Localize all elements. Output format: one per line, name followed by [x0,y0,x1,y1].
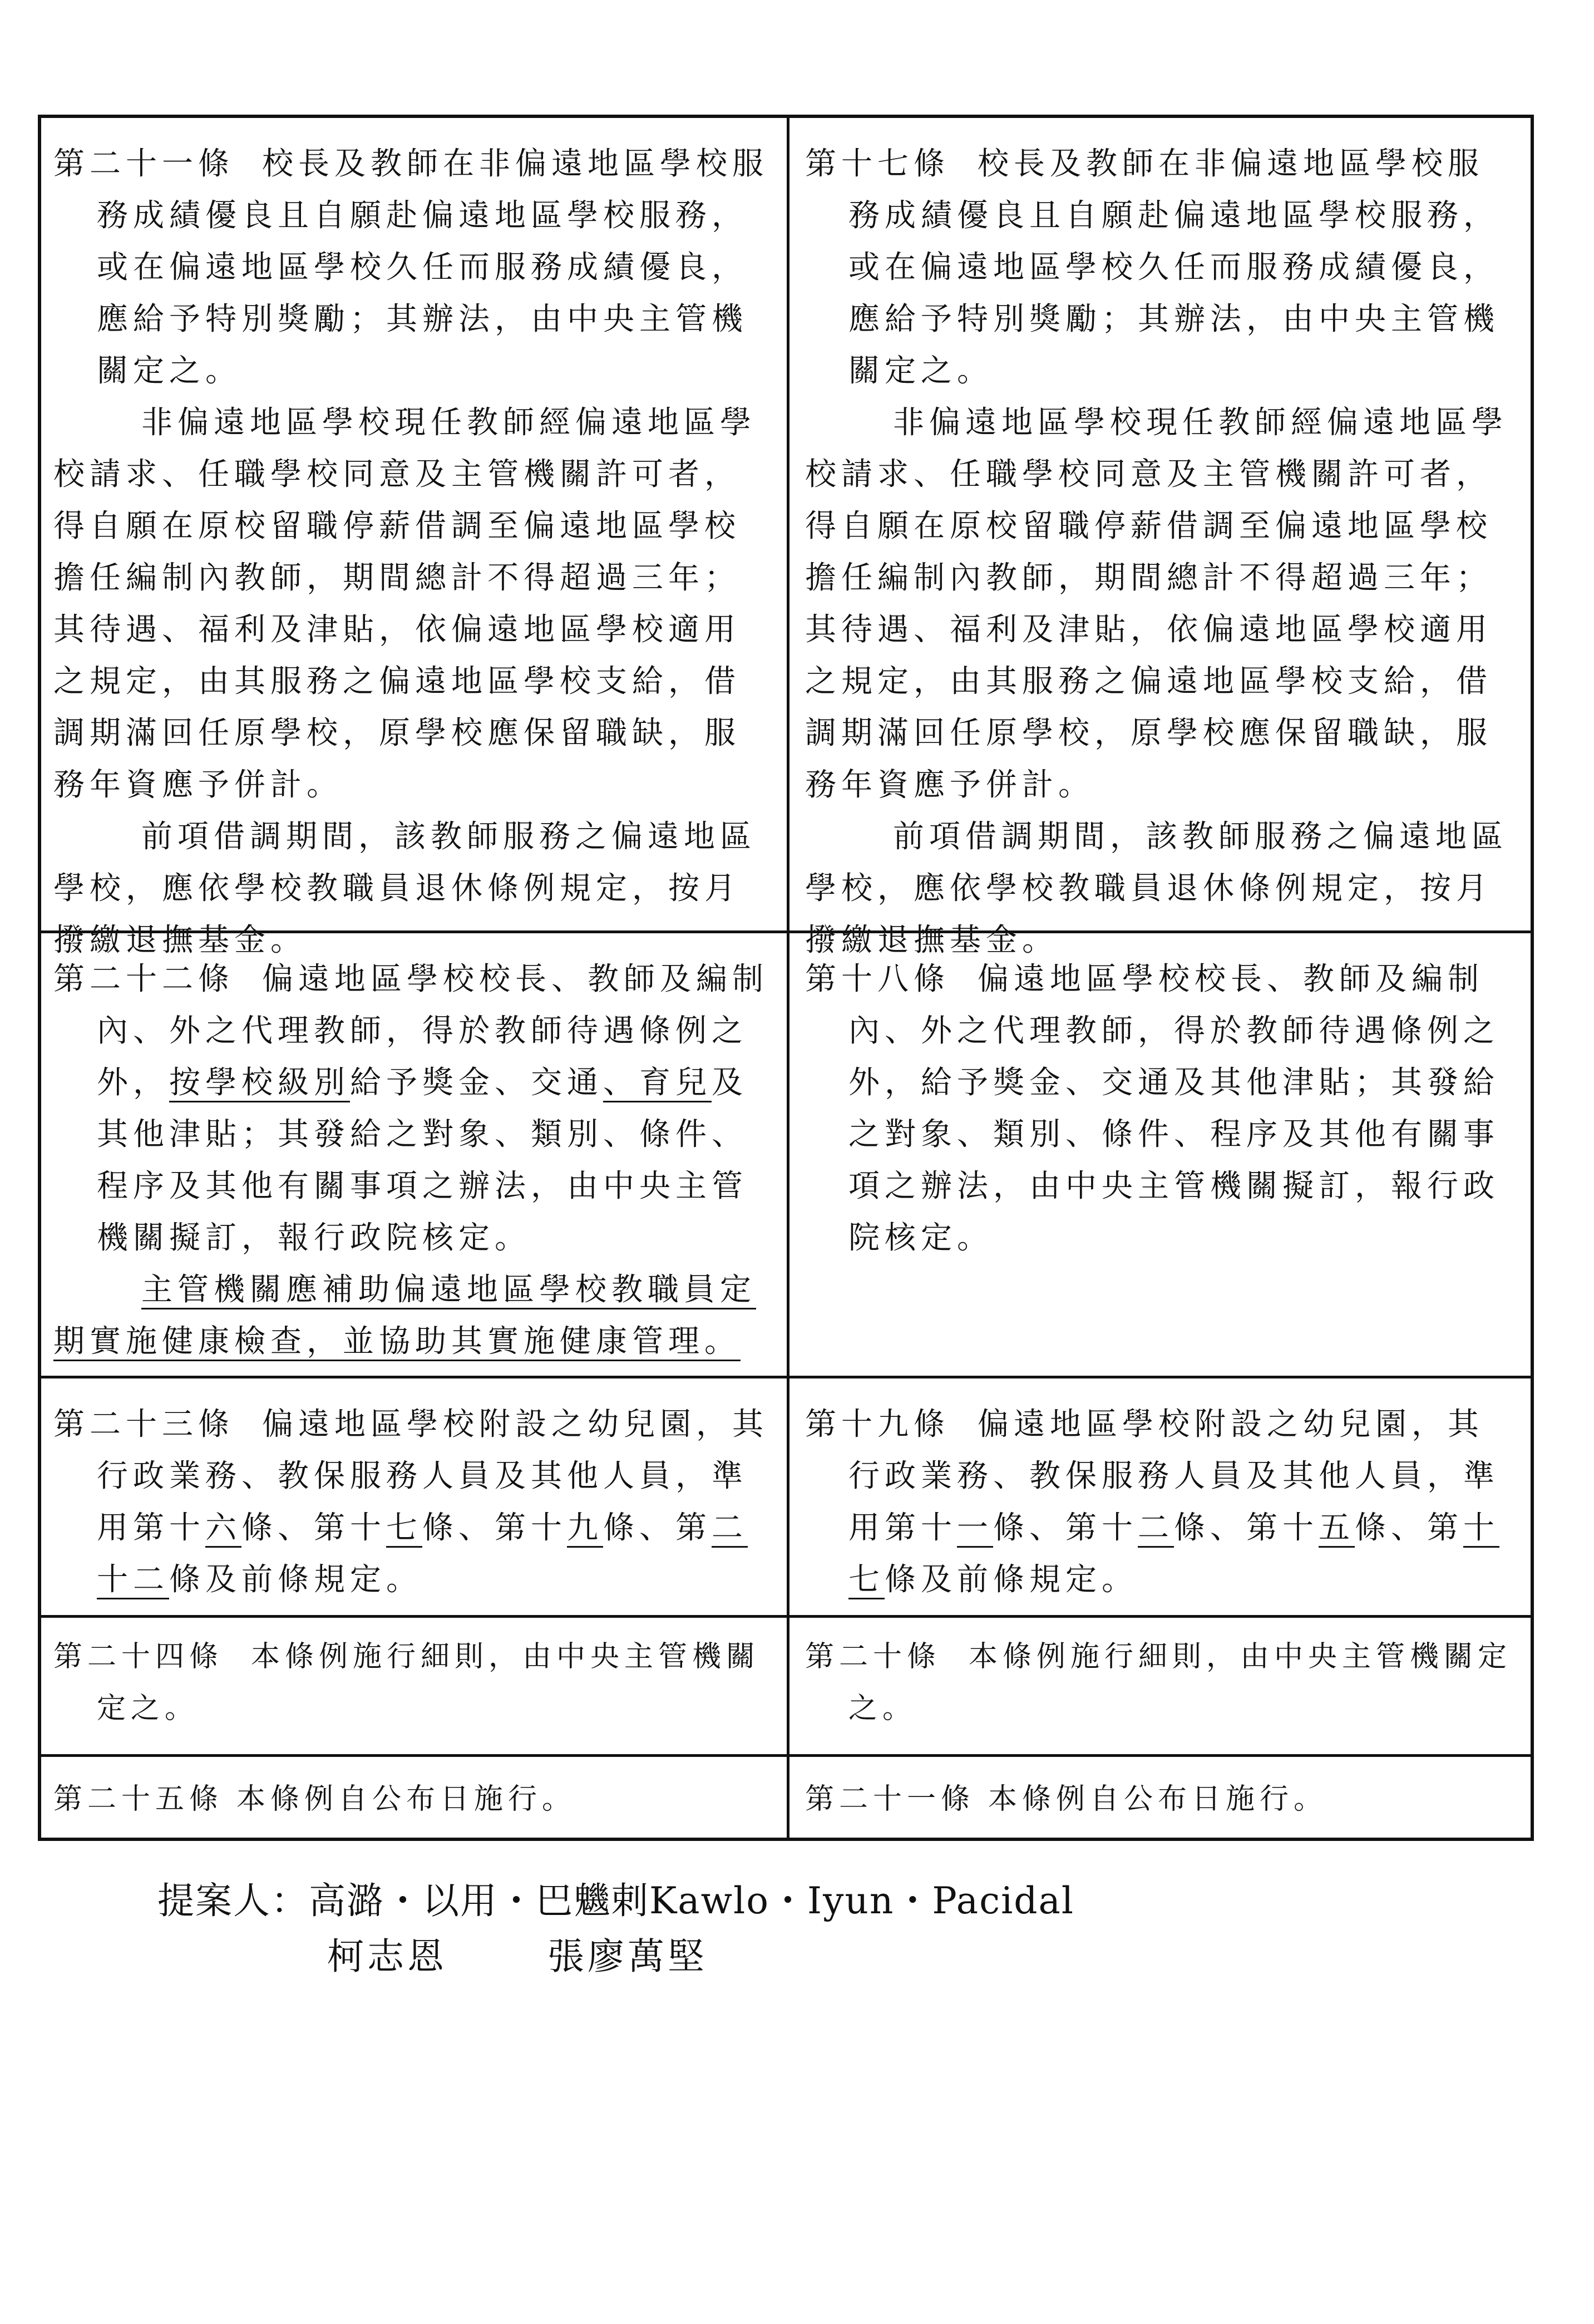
article-text [805,1774,1518,1825]
proposers-label: 提案人： [157,1879,309,1922]
current-article-cell [789,1757,1531,1838]
table-row [41,118,1531,958]
article-number: 第十九條 [805,1406,950,1442]
amendment-underline: 六 [205,1510,241,1546]
paragraph: 本條例施行細則，由中央主管機關定之。 [848,1640,1512,1725]
amendment-underline: 七 [386,1510,422,1546]
table-row [41,1376,1531,1615]
current-article-cell [789,1378,1531,1615]
article-number: 第十八條 [805,961,950,997]
paragraph: 本條例自公布日施行。 [988,1783,1328,1816]
paragraph: 非偏遠地區學校現任教師經偏遠地區學校請求、任職學校同意及主管機關許可者，得自願在原校留職停薪借調至偏遠地區學校擔任編制內教師，期間總計不得超過三年；其待遇、福利及津貼，依偏遠地區學校適用之規定，由其服務之偏遠地區學校支給，借調期滿回任原學校，原學校應保留職缺，服務年資應予併計。 [805,405,1508,803]
amended-article-cell [41,118,789,958]
article-number: 第二十一條 [805,1783,975,1816]
paragraph: 前項借調期間，該教師服務之偏遠地區學校，應依學校教職員退休條例規定，按月撥繳退撫基金。 [805,819,1508,958]
amended-article-cell [41,1378,789,1615]
amendment-underline: 二十二 [97,1510,748,1598]
current-article-cell [789,118,1531,958]
paragraph: 偏遠地區學校校長、教師及編制內、外之代理教師，得於教師待遇條例之外，給予獎金、交通及其他津貼；其發給之對象、類別、條件、程序及其他有關事項之辦法，由中央主管機關擬訂，報行政院核定。 [848,961,1499,1256]
article-text [805,1631,1518,1735]
amended-article-cell [41,933,789,1376]
amendment-underline: 九 [567,1510,603,1546]
article-number: 第二十條 [805,1640,941,1673]
table-row [41,930,1531,1376]
amended-article-cell [41,1757,789,1838]
amendment-underline: 二 [1138,1510,1174,1546]
article-text [53,138,774,966]
paragraph: 本條例自公布日施行。 [236,1783,576,1816]
proposers-line-2 [327,1927,708,1980]
current-article-cell [789,1618,1531,1754]
current-article-cell [789,933,1531,1376]
proposer-name: 張廖萬堅 [547,1935,708,1978]
amendment-underline: 、育兒 [603,1065,712,1101]
paragraph: 本條例施行細則，由中央主管機關定之。 [97,1640,761,1725]
amended-article-cell [41,1618,789,1754]
article-text [805,138,1518,966]
article-text: 第二十三條 偏遠地區學校附設之幼兒園，其行政業務、教保服務人員及其他人員，準用第十六條、第十七條、第十九條、第二十二條及前條規定。 [53,1406,768,1598]
amendment-underline: 十七 [848,1510,1499,1598]
article-text [805,953,1518,1264]
paragraph: 非偏遠地區學校現任教師經偏遠地區學校請求、任職學校同意及主管機關許可者，得自願在原校留職停薪借調至偏遠地區學校擔任編制內教師，期間總計不得超過三年；其待遇、福利及津貼，依偏遠地區學校適用之規定，由其服務之偏遠地區學校支給，借調期滿回任原學校，原學校應保留職缺，服務年資應予併計。 [53,405,756,803]
paragraph: 校長及教師在非偏遠地區學校服務成績優良且自願赴偏遠地區學校服務，或在偏遠地區學校久任而服務成績優良，應給予特別獎勵；其辦法，由中央主管機關定之。 [97,146,768,389]
proposer-name: 柯志恩 [327,1935,447,1978]
proposers-line-1 [157,1871,1074,1924]
amendment-underline: 五 [1319,1510,1355,1546]
article-number: 第十七條 [805,146,950,182]
article-text: 第十九條 偏遠地區學校附設之幼兒園，其行政業務、教保服務人員及其他人員，準用第十一條、第十二條、第十五條、第十七條及前條規定。 [805,1406,1499,1598]
amendment-underline: 按學校級別 [169,1065,350,1101]
article-number: 第二十三條 [53,1406,234,1442]
amendment-underline: 主管機關應補助偏遠地區學校教職員定期實施健康檢查，並協助其實施健康管理。 [53,1272,756,1360]
table-row [41,1615,1531,1754]
article-text [53,1774,774,1825]
paragraph: 前項借調期間，該教師服務之偏遠地區學校，應依學校教職員退休條例規定，按月撥繳退撫基金。 [53,819,756,958]
paragraph: 校長及教師在非偏遠地區學校服務成績優良且自願赴偏遠地區學校服務，或在偏遠地區學校久任而服務成績優良，應給予特別獎勵；其辦法，由中央主管機關定之。 [848,146,1499,389]
proposer-name: 高潞・以用・巴魕剌Kawlo・Iyun・Pacidal [309,1879,1074,1922]
table-row [41,1754,1531,1838]
article-number: 第二十二條 [53,961,234,997]
article-text: 第二十二條 偏遠地區學校校長、教師及編制內、外之代理教師，得於教師待遇條例之外，按學校級別給予獎金、交通、育兒及其他津貼；其發給之對象、類別、條件、程序及其他有關事項之辦法，由中央主管機關擬訂，報行政院核定。 主管機關應補助偏遠地區學校教職員定期實施健康檢查，並協助其實施健康管理。 [53,961,768,1360]
article-number: 第二十一條 [53,146,234,182]
article-text [53,1631,774,1735]
amendment-underline: 一 [957,1510,993,1546]
article-number: 第二十五條 [53,1783,224,1816]
article-number: 第二十四條 [53,1640,224,1673]
article-comparison-table [38,115,1534,1841]
